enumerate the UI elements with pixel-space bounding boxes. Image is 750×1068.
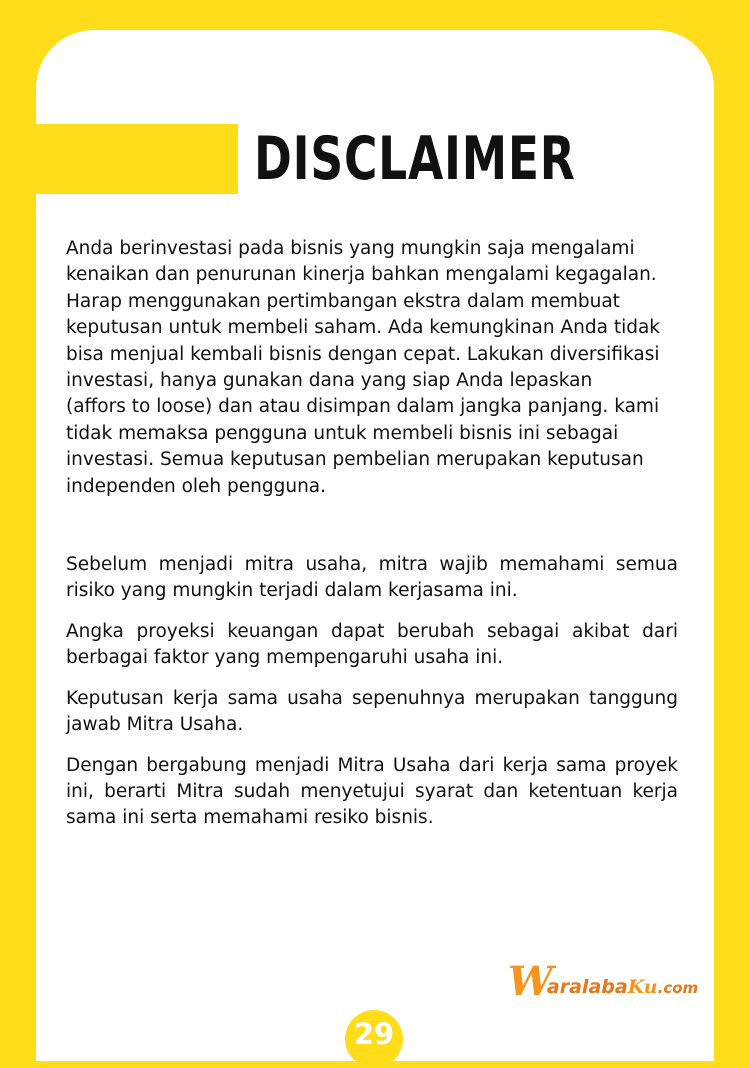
page-number: 29 bbox=[353, 1017, 395, 1051]
terms-paragraph: Keputusan kerja sama usaha sepenuhnya merupakan tanggung jawab Mitra Usaha. bbox=[66, 687, 678, 736]
disclaimer-paragraph: Anda berinvestasi pada bisnis yang mungkin saja mengalami kenaikan dan penurunan kinerja bahkan mengalami kegagalan. Harap menggunakan pertimbangan ekstra dalam membuat keputusan untuk membeli saham. Ada kemungkinan Anda tidak bisa menjual kembali bisnis dengan cepat. Lakukan diversifikasi investasi, hanya gunakan dana yang siap Anda lepaskan (affors to loose) dan atau disimpan dalam jangka panjang. kami tidak memaksa pengguna untuk membeli bisnis ini sebagai investasi. Semua keputusan pembelian merupakan keputusan independen oleh pengguna. bbox=[66, 238, 661, 497]
logo-text-aralaba: aralaba bbox=[546, 976, 628, 998]
terms-paragraph: Sebelum menjadi mitra usaha, mitra wajib memahami semua risiko yang mungkin terjadi dalam kerjasama ini. bbox=[66, 554, 678, 602]
page-number-badge bbox=[345, 1010, 403, 1068]
terms-paragraph: Angka proyeksi keuangan dapat berubah sebagai akibat dari berbagai faktor yang mempengaruhi usaha ini. bbox=[66, 620, 678, 669]
logo-letter-w: W bbox=[508, 958, 553, 1005]
terms-paragraph: Dengan bergabung menjadi Mitra Usaha dari kerja sama proyek ini, berarti Mitra sudah menyetujui syarat dan ketentuan kerja sama ini serta memahami resiko bisnis. bbox=[66, 754, 678, 829]
title-accent-bar bbox=[36, 124, 238, 194]
page-title: DISCLAIMER bbox=[254, 124, 576, 194]
waralabaku-logo bbox=[508, 958, 699, 1005]
logo-text-ku: Ku bbox=[627, 976, 658, 998]
disclaimer-body bbox=[66, 236, 678, 846]
partner-terms bbox=[66, 552, 678, 832]
logo-text-com: .com bbox=[657, 979, 699, 997]
